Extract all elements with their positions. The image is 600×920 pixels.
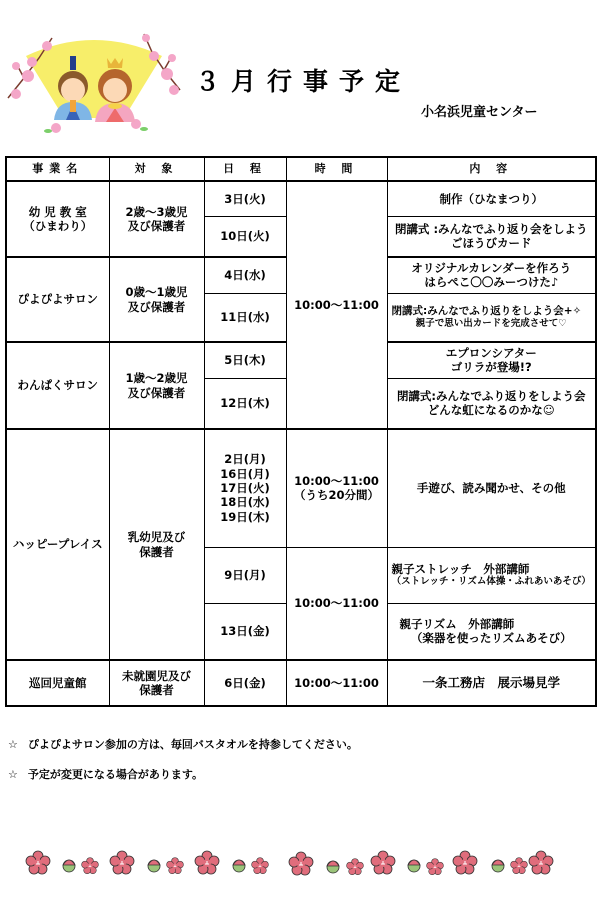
program-cell: ぴよぴよサロン [6,257,109,342]
column-header-content: 内 容 [387,157,596,181]
target-line: 及び保護者 [127,299,186,314]
content-line: （楽器を使ったリズムあそび） [410,631,572,646]
date-cell: 12日(木) [204,378,286,429]
schedule-table [5,156,597,707]
note-text: ぴよぴよサロン参加の方は、毎回バスタオルを持参してください。 [27,738,358,751]
time-cell: 10:00～11:00 [286,547,387,660]
plum-blossom-border [24,848,574,878]
program-name: 幼 児 教 室 [28,204,87,219]
target-line: 未就園児及び [122,668,191,683]
content-line: （ストレッチ・リズム体操・ふれあいあそび） [391,576,591,588]
time-cell: 10:00～11:00 [286,181,387,429]
date-line: 18日(水) [220,495,270,510]
program-cell [6,181,109,257]
content-cell [387,603,596,660]
target-line: 乳幼児及び [127,530,186,545]
column-header-time: 時 間 [286,157,387,181]
time-cell [286,429,387,547]
program-subname: （ひまわり） [23,219,93,233]
table-row [6,181,596,216]
column-header-date: 日 程 [204,157,286,181]
date-line: 17日(火) [220,481,270,496]
content-line: 親子で思い出カードを完成させて♡ [415,317,567,329]
content-cell [387,378,596,429]
note-text: 予定が変更になる場合があります。 [27,768,203,781]
content-line: 手遊び、読み聞かせ、その他 [416,481,566,496]
content-line: 閉講式 :みんなでふり返り会をしよう [394,221,588,236]
target-line: 保護者 [139,544,174,559]
program-cell: 巡回児童館 [6,660,109,706]
content-cell [387,257,596,293]
date-cell: 10日(火) [204,216,286,257]
star-icon: ☆ [8,768,18,781]
content-line: オリジナルカレンダーを作ろう [411,260,572,275]
target-line: 及び保護者 [127,219,186,233]
target-cell [109,660,204,706]
organization-name: 小名浜児童センター [421,105,538,120]
page-title: ３月行事予定 [195,67,412,96]
content-line: 制作（ひなまつり） [439,191,543,206]
date-line: 16日(月) [220,466,270,481]
target-line: 0歳～1歳児 [125,285,188,300]
content-cell [387,293,596,342]
content-line: エプロンシアター [445,345,537,360]
column-header-target: 対 象 [109,157,204,181]
column-header-program: 事業名 [6,157,109,181]
content-cell [387,429,596,547]
content-line: 閉講式:みんなでふり返りをしよう会 [396,388,586,403]
target-line: 2歳～3歳児 [125,204,188,219]
date-cell: 4日(水) [204,257,286,293]
content-cell [387,216,596,257]
date-cell: 5日(木) [204,342,286,378]
date-cell: 6日(金) [204,660,286,706]
target-cell [109,257,204,342]
program-cell: わんぱくサロン [6,342,109,429]
date-cell: 11日(水) [204,293,286,342]
content-cell [387,547,596,603]
target-cell [109,429,204,660]
content-line: 親子ストレッチ 外部講師 [391,561,530,576]
target-line: 及び保護者 [127,385,186,400]
content-line: ゴリラが登場!? [450,360,532,375]
content-line: はらぺこ〇〇みーつけた♪ [424,275,559,290]
date-cell: 9日(月) [204,547,286,603]
date-line: 2日(月) [224,452,266,467]
content-line: 親子リズム 外部講師 [399,616,515,631]
table-header-row [6,157,596,181]
star-icon: ☆ [8,738,18,751]
date-cell [204,429,286,547]
target-cell [109,342,204,429]
notes [8,736,358,796]
date-cell: 3日(火) [204,181,286,216]
target-line: 1歳～2歳児 [125,371,188,386]
content-cell: 一条工務店 展示場見学 [387,660,596,706]
date-line: 19日(木) [220,509,270,524]
target-cell [109,181,204,257]
time-cell: 10:00～11:00 [286,660,387,706]
content-line: どんな虹になるのかな☺ [427,403,555,418]
program-cell: ハッピープレイス [6,429,109,660]
note-item [8,766,358,782]
note-item [8,736,358,752]
content-line: 閉講式:みんなでふり返りをしよう会+✧ [391,304,582,317]
time-line: （うち20分間） [293,488,379,503]
date-cell: 13日(金) [204,603,286,660]
table-row [6,429,596,547]
content-cell [387,342,596,378]
target-line: 保護者 [139,683,174,697]
content-cell [387,181,596,216]
table-row [6,660,596,706]
content-line: ごほうびカード [451,236,532,251]
time-line: 10:00～11:00 [294,473,379,488]
hina-dolls-illustration [4,28,184,138]
